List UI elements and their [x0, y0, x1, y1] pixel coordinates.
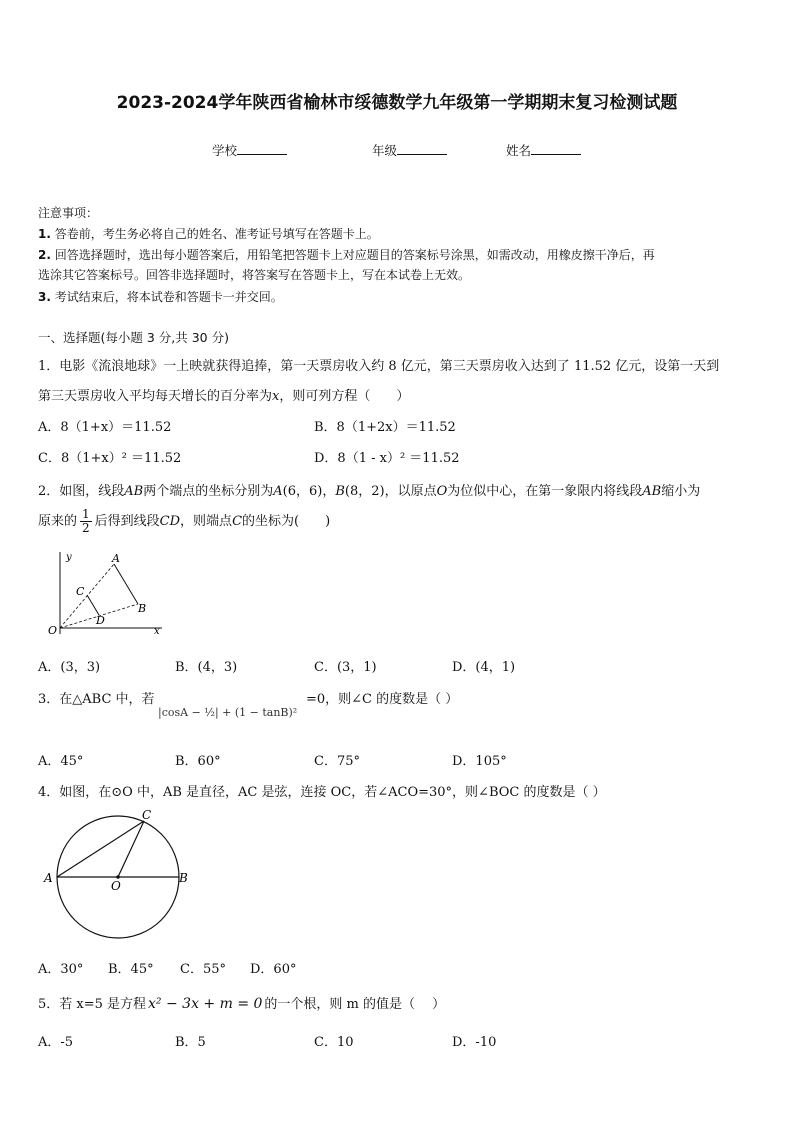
q3-option-c: C．75°	[314, 754, 360, 769]
q2-point-b: B	[335, 484, 345, 499]
school-field	[212, 141, 287, 159]
q2-text-4: 为位似中心，在第一象限内将线段	[447, 484, 643, 499]
q4-option-c: C．55°	[180, 962, 226, 977]
note-3-number: 3.	[38, 290, 51, 304]
q4-label-o: O	[111, 879, 121, 893]
grade-field	[372, 141, 447, 159]
q5-option-a: A．-5	[38, 1035, 74, 1050]
q2-fraction-denominator: 2	[82, 521, 90, 535]
q2-text-8: ，则端点	[180, 514, 233, 529]
q4-stem: 4．如图，在⊙O 中，AB 是直径，AC 是弦，连接 OC，若∠ACO=30°，则∠BOC 的度数是（ ）	[38, 785, 606, 800]
q3-stem-end: =0，则∠C 的度数是（ ）	[306, 692, 459, 707]
q2-label-b: B	[138, 602, 147, 615]
q5-option-d: D．-10	[452, 1035, 497, 1050]
q1-option-c: C．8（1+x）² ＝11.52	[38, 451, 182, 466]
q3-option-d: D．105°	[452, 754, 507, 769]
q2-label-c: C	[76, 585, 85, 598]
q1-line2-text: 第三天票房收入平均每天增长的百分率为	[38, 389, 273, 404]
q4-option-b: B．45°	[108, 962, 154, 977]
q1-line1: 1．电影《流浪地球》一上映就获得追捧，第一天票房收入约 8 亿元，第三天票房收入达到了 11.52 亿元，设第一天到	[38, 359, 720, 374]
q2-segment-cd: CD	[159, 514, 181, 529]
note-2-number: 2.	[38, 248, 51, 262]
note-3	[38, 288, 283, 305]
q2-text-5: 缩小为	[661, 484, 701, 499]
q2-point-c: C	[232, 514, 243, 529]
q5-stem	[38, 993, 445, 1012]
q2-label-o: O	[48, 624, 58, 637]
q2-segment-ab: AB	[124, 484, 144, 499]
q2-text-6: 原来的	[38, 514, 78, 529]
q3-option-a: A．45°	[38, 754, 84, 769]
notes-heading: 注意事项：	[38, 206, 99, 220]
section-heading: 一、选择题(每小题 3 分,共 30 分)	[38, 330, 229, 345]
q2-option-b: B．(4，3)	[175, 660, 238, 675]
q1-option-d: D．8（1 - x）² ＝11.52	[314, 451, 460, 466]
q2-line1	[38, 480, 700, 499]
q1-option-a: A．8（1+x）＝11.52	[38, 420, 172, 435]
grade-label: 年级	[372, 143, 398, 158]
q2-label-a: A	[112, 552, 120, 565]
q2-text-2: 两个端点的坐标分别为	[143, 484, 274, 499]
note-3-text: 考试结束后，将本试卷和答题卡一并交回。	[54, 290, 283, 304]
school-label: 学校	[212, 143, 238, 158]
q4-circle-figure	[38, 806, 198, 956]
note-2-line1: 回答选择题时，选出每小题答案后，用铅笔把答题卡上对应题目的答案标号涂黑，如需改动，用橡皮擦干净后，再	[54, 248, 655, 262]
note-2-line2: 选涂其它答案标号。回答非选择题时，将答案写在答题卡上，写在本试卷上无效。	[38, 268, 471, 282]
q5-option-b: B．5	[175, 1035, 206, 1050]
note-1-text: 答卷前，考生务必将自己的姓名、准考证号填写在答题卡上。	[54, 227, 379, 241]
q2-line2	[38, 508, 330, 535]
note-1	[38, 225, 379, 242]
q1-option-b: B．8（1+2x）＝11.52	[314, 420, 456, 435]
q2-point-o: O	[436, 484, 448, 499]
q5-stem-end: 的一个根，则 m 的值是（ ）	[264, 997, 446, 1012]
q2-fraction-numerator: 1	[82, 507, 90, 521]
q5-equation: x² − 3x + m = 0	[148, 996, 263, 1012]
q1-line2-end: ，则可列方程（ ）	[279, 389, 410, 404]
q2-line-oa	[60, 564, 114, 628]
q3-option-b: B．60°	[175, 754, 221, 769]
q4-option-d: D．60°	[250, 962, 297, 977]
q2-text-3: (8，2)，以原点	[344, 484, 437, 499]
q5-stem-start: 5．若 x=5 是方程	[38, 997, 147, 1012]
note-2	[38, 246, 655, 263]
q2-point-a: A	[273, 484, 283, 499]
q2-text-1: 2．如图，线段	[38, 484, 125, 499]
school-blank	[237, 142, 287, 155]
name-blank	[531, 142, 581, 155]
q2-label-d: D	[96, 614, 105, 627]
q2-segment-cd-line	[87, 595, 99, 615]
q3-stem-start: 3．在△ABC 中，若	[38, 692, 155, 707]
q5-option-c: C．10	[314, 1035, 354, 1050]
q2-coordinate-figure	[30, 548, 170, 640]
name-field	[506, 141, 581, 159]
q2-label-x: x	[154, 626, 160, 637]
q2-option-d: D．(4，1)	[452, 660, 516, 675]
q2-segment-ab-2: AB	[642, 484, 662, 499]
note-1-number: 1.	[38, 227, 51, 241]
q2-text-7: 后得到线段	[94, 514, 160, 529]
page-title: 2023-2024学年陕西省榆林市绥德数学九年级第一学期期末复习检测试题	[116, 93, 678, 113]
q4-option-a: A．30°	[38, 962, 84, 977]
name-label: 姓名	[506, 143, 532, 158]
q2-text-9: 的坐标为( )	[242, 514, 331, 529]
q2-coord-a: (6，6)，	[282, 484, 336, 499]
q4-label-b: B	[179, 871, 188, 885]
q2-segment-ab-line	[114, 564, 138, 604]
q2-fraction	[80, 508, 92, 535]
q1-line2	[38, 385, 409, 404]
q1-variable: x	[272, 389, 280, 404]
grade-blank	[397, 142, 447, 155]
q4-label-c: C	[142, 808, 152, 822]
q2-label-y: y	[66, 552, 72, 563]
q2-option-c: C．(3，1)	[314, 660, 377, 675]
q4-label-a: A	[44, 871, 53, 885]
q2-option-a: A．(3，3)	[38, 660, 101, 675]
q3-formula: |cosA − ½| + (1 − tanB)²	[158, 706, 298, 719]
